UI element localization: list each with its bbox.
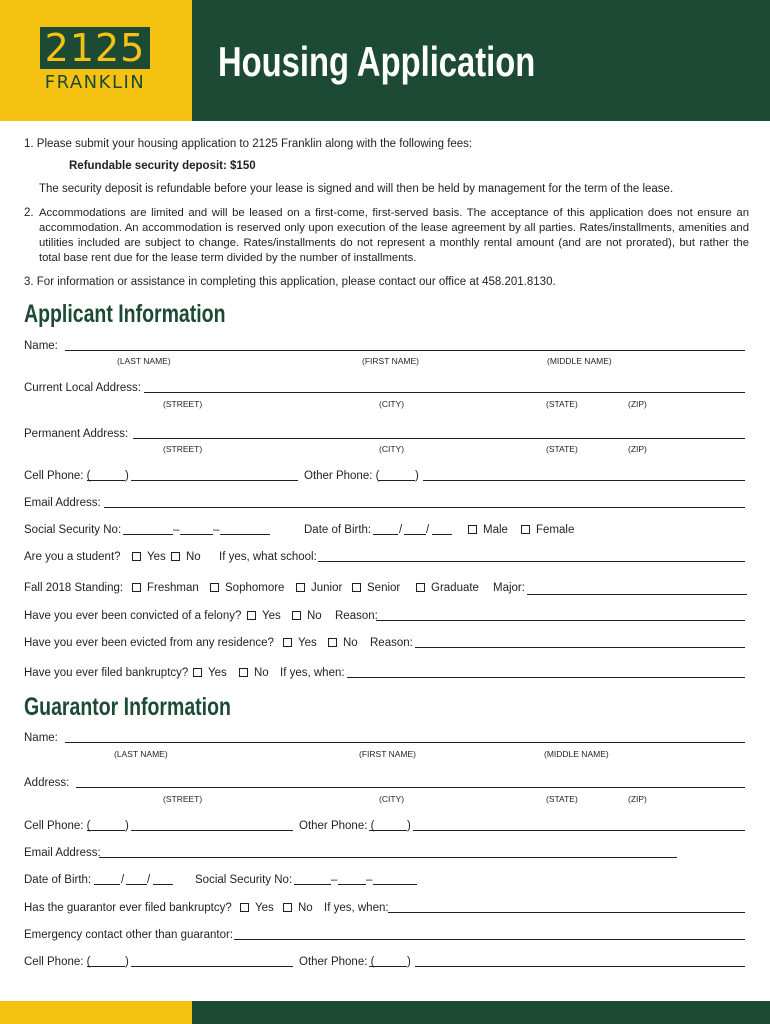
felony-question: Have you ever been convicted of a felony?	[24, 610, 242, 622]
guarantor-bankruptcy-when-field[interactable]	[388, 912, 745, 913]
guarantor-dob-month[interactable]	[94, 884, 120, 885]
male-label: Male	[483, 524, 508, 536]
guarantor-name-field[interactable]	[65, 742, 745, 743]
street-caption: (STREET)	[163, 794, 203, 804]
deposit-note: The security deposit is refundable before your lease is signed and will then be held by management for the term of the lease.	[39, 183, 674, 195]
felony-yes-checkbox[interactable]	[247, 611, 256, 620]
guarantor-ssn-part-3[interactable]	[373, 884, 417, 885]
guarantor-when-label: If yes, when:	[324, 902, 389, 914]
evicted-no-checkbox[interactable]	[328, 638, 337, 647]
last-name-caption: (LAST NAME)	[114, 749, 168, 759]
guarantor-email-label: Email Address:	[24, 847, 101, 859]
state-caption: (STATE)	[546, 794, 578, 804]
other-area-code-field[interactable]	[378, 480, 415, 481]
instruction-2: Accommodations are limited and will be leased on a first-come, first-served basis. The acceptance of this application does not ensure an accommodation. An accommodation is reserved only upon execution of the lease agreement by all parties. Rates/installments, amenities and utilities included are subject to change. Rates/installments do not represent a monthly rental amount (and are not prorated), but rather the total base rent due for the lease term divided by the number of installments.	[39, 207, 749, 264]
bankruptcy-yes-checkbox[interactable]	[193, 668, 202, 677]
ssn-part-2[interactable]	[180, 534, 213, 535]
guarantor-address-field[interactable]	[76, 787, 745, 788]
paren-close: )	[125, 470, 129, 482]
freshman-label: Freshman	[147, 582, 199, 594]
applicant-name-label: Name:	[24, 340, 58, 352]
guarantor-bankruptcy-question: Has the guarantor ever filed bankruptcy?	[24, 902, 232, 914]
email-field[interactable]	[104, 507, 745, 508]
other-phone-label: Other Phone: (	[304, 470, 380, 482]
emergency-cell-area-code[interactable]	[87, 966, 125, 967]
cell-phone-label: Cell Phone: (	[24, 470, 91, 482]
state-caption: (STATE)	[546, 444, 578, 454]
guarantor-dob-label: Date of Birth:	[24, 874, 92, 886]
dob-label: Date of Birth:	[304, 524, 372, 536]
state-caption: (STATE)	[546, 399, 578, 409]
guarantor-heading: Guarantor Information	[24, 693, 231, 721]
permanent-address-label: Permanent Address:	[24, 428, 129, 440]
dob-day[interactable]	[404, 534, 426, 535]
no-label: No	[343, 637, 358, 649]
logo-number: 2125	[40, 27, 150, 69]
guarantor-cell-number[interactable]	[131, 830, 293, 831]
student-yes-checkbox[interactable]	[132, 552, 141, 561]
applicant-name-field[interactable]	[65, 350, 745, 351]
student-question: Are you a student?	[24, 551, 121, 563]
guarantor-cell-label: Cell Phone: (	[24, 820, 91, 832]
guarantor-other-phone-label: Other Phone: (	[299, 820, 375, 832]
dob-slash: /	[399, 524, 403, 536]
yes-label: Yes	[262, 610, 281, 622]
middle-name-caption: (MIDDLE NAME)	[544, 749, 609, 759]
student-no-checkbox[interactable]	[171, 552, 180, 561]
footer-yellow-band	[0, 1001, 192, 1024]
city-caption: (CITY)	[379, 444, 405, 454]
emergency-contact-field[interactable]	[234, 939, 745, 940]
cell-number-field[interactable]	[131, 480, 298, 481]
yes-label: Yes	[147, 551, 166, 563]
first-name-caption: (FIRST NAME)	[362, 356, 419, 366]
senior-checkbox[interactable]	[352, 583, 361, 592]
no-label: No	[254, 667, 269, 679]
street-caption: (STREET)	[163, 444, 203, 454]
dob-slash: /	[121, 874, 125, 886]
cell-area-code-field[interactable]	[87, 480, 125, 481]
male-checkbox[interactable]	[468, 525, 477, 534]
school-field[interactable]	[318, 561, 745, 562]
emergency-contact-label: Emergency contact other than guarantor:	[24, 929, 234, 941]
zip-caption: (ZIP)	[628, 444, 647, 454]
ssn-dash: –	[366, 874, 373, 886]
middle-name-caption: (MIDDLE NAME)	[547, 356, 612, 366]
reason-label: Reason:	[335, 610, 378, 622]
guarantor-other-number[interactable]	[413, 830, 745, 831]
guarantor-cell-area-code[interactable]	[87, 830, 125, 831]
local-address-label: Current Local Address:	[24, 382, 141, 394]
guarantor-ssn-part-2[interactable]	[338, 884, 366, 885]
instruction-3: 3. For information or assistance in completing this application, please contact our office at 458.201.8130.	[24, 276, 556, 288]
reason-label: Reason:	[370, 637, 413, 649]
paren-close: )	[407, 956, 411, 968]
bankruptcy-when-field[interactable]	[347, 677, 745, 678]
when-label: If yes, when:	[280, 667, 345, 679]
paren-close: )	[407, 820, 411, 832]
zip-caption: (ZIP)	[628, 794, 647, 804]
dob-year[interactable]	[432, 534, 452, 535]
instruction-1: 1. Please submit your housing application to 2125 Franklin along with the following fees:	[24, 138, 473, 150]
guarantor-other-area-code[interactable]	[369, 830, 407, 831]
guarantor-email-field[interactable]	[99, 857, 677, 858]
city-caption: (CITY)	[379, 794, 405, 804]
no-label: No	[186, 551, 201, 563]
paren-close: )	[125, 956, 129, 968]
bankruptcy-no-checkbox[interactable]	[239, 668, 248, 677]
guarantor-bankruptcy-yes-checkbox[interactable]	[240, 903, 249, 912]
zip-caption: (ZIP)	[628, 399, 647, 409]
permanent-address-field[interactable]	[133, 438, 745, 439]
female-checkbox[interactable]	[521, 525, 530, 534]
ssn-label: Social Security No:	[24, 524, 122, 536]
guarantor-address-label: Address:	[24, 777, 70, 789]
no-label: No	[307, 610, 322, 622]
junior-checkbox[interactable]	[296, 583, 305, 592]
yes-label: Yes	[298, 637, 317, 649]
logo-wordmark: FRANKLIN	[44, 72, 146, 93]
dob-slash: /	[426, 524, 430, 536]
guarantor-dob-year[interactable]	[153, 884, 173, 885]
instruction-2-number: 2.	[24, 207, 34, 219]
evicted-yes-checkbox[interactable]	[283, 638, 292, 647]
yes-label: Yes	[255, 902, 274, 914]
ssn-dash: –	[173, 524, 180, 536]
guarantor-ssn-label: Social Security No:	[195, 874, 293, 886]
guarantor-name-label: Name:	[24, 732, 58, 744]
footer-green-band	[192, 1001, 770, 1024]
yes-label: Yes	[208, 667, 227, 679]
major-label: Major:	[493, 582, 525, 594]
evicted-question: Have you ever been evicted from any residence?	[24, 637, 274, 649]
felony-no-checkbox[interactable]	[292, 611, 301, 620]
emergency-other-phone-label: Other Phone: (	[299, 956, 375, 968]
applicant-heading: Applicant Information	[24, 300, 226, 328]
street-caption: (STREET)	[163, 399, 203, 409]
logo-panel	[0, 0, 192, 121]
guarantor-dob-day[interactable]	[126, 884, 147, 885]
no-label: No	[298, 902, 313, 914]
graduate-checkbox[interactable]	[416, 583, 425, 592]
senior-label: Senior	[367, 582, 401, 594]
freshman-checkbox[interactable]	[132, 583, 141, 592]
paren-close: )	[125, 820, 129, 832]
major-field[interactable]	[527, 594, 747, 595]
junior-label: Junior	[311, 582, 343, 594]
emergency-cell-number[interactable]	[131, 966, 293, 967]
ssn-part-1[interactable]	[123, 534, 173, 535]
female-label: Female	[536, 524, 575, 536]
sophomore-label: Sophomore	[225, 582, 285, 594]
ssn-part-3[interactable]	[220, 534, 270, 535]
first-name-caption: (FIRST NAME)	[359, 749, 416, 759]
deposit-text: Refundable security deposit: $150	[69, 160, 256, 172]
ssn-dash: –	[213, 524, 220, 536]
other-number-field[interactable]	[423, 480, 745, 481]
standing-label: Fall 2018 Standing:	[24, 582, 124, 594]
emergency-cell-label: Cell Phone: (	[24, 956, 91, 968]
emergency-other-number[interactable]	[415, 966, 745, 967]
local-address-field[interactable]	[144, 392, 745, 393]
sophomore-checkbox[interactable]	[210, 583, 219, 592]
ssn-dash: –	[331, 874, 338, 886]
paren-close: )	[415, 470, 419, 482]
email-label: Email Address:	[24, 497, 101, 509]
guarantor-bankruptcy-no-checkbox[interactable]	[283, 903, 292, 912]
last-name-caption: (LAST NAME)	[117, 356, 171, 366]
dob-month[interactable]	[373, 534, 398, 535]
graduate-label: Graduate	[431, 582, 479, 594]
emergency-other-area-code[interactable]	[369, 966, 407, 967]
felony-reason-field[interactable]	[376, 620, 745, 621]
evicted-reason-field[interactable]	[415, 647, 745, 648]
dob-slash: /	[147, 874, 151, 886]
guarantor-ssn-part-1[interactable]	[294, 884, 331, 885]
page-title: Housing Application	[218, 38, 536, 85]
bankruptcy-question: Have you ever filed bankruptcy?	[24, 667, 189, 679]
city-caption: (CITY)	[379, 399, 405, 409]
school-label: If yes, what school:	[219, 551, 317, 563]
